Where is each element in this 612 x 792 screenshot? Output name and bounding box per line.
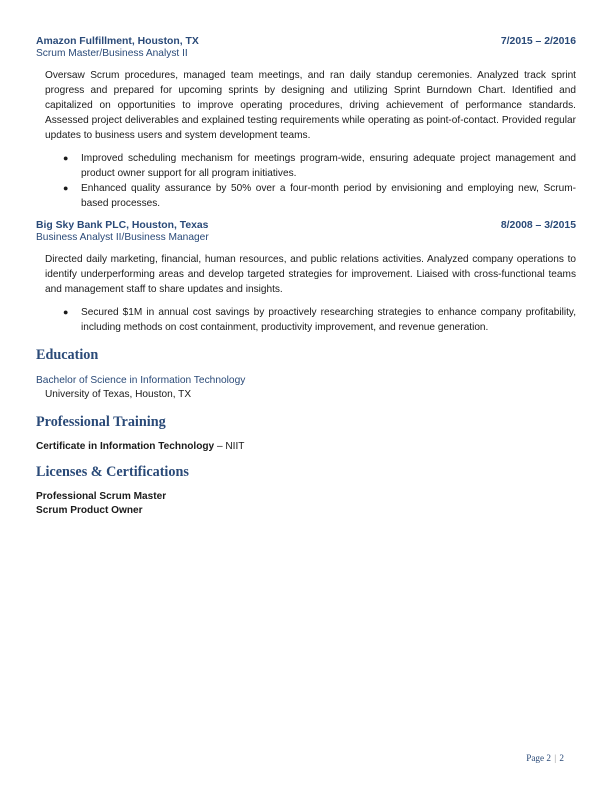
list-item	[63, 181, 576, 211]
bullet-icon: ●	[63, 183, 69, 193]
license-item	[36, 505, 576, 516]
resume-page	[36, 36, 576, 516]
job-role: Business Analyst II/Business Manager	[36, 232, 209, 243]
license-name: Professional Scrum Master	[36, 491, 167, 502]
page-footer	[526, 753, 564, 763]
job-bullets	[36, 305, 576, 335]
list-item	[63, 305, 576, 335]
company-name: Big Sky Bank PLC, Houston, Texas	[36, 220, 209, 231]
bullet-icon: ●	[63, 307, 69, 317]
job-header	[36, 36, 576, 47]
job-summary: Directed daily marketing, financial, human resources, and public relations activities. Analyzed company operations to identify underperforming areas and develop targeted strategies for improvement. Liaised with cross-functional teams and management staff to share updates and insights.	[45, 254, 576, 295]
job-dates: 8/2008 – 3/2015	[500, 220, 576, 231]
licenses-heading: Licenses & Certifications	[36, 464, 189, 480]
job-header	[36, 220, 576, 231]
job-dates: 7/2015 – 2/2016	[500, 36, 576, 47]
school-name: University of Texas, Houston, TX	[45, 389, 192, 400]
bullet-text: Secured $1M in annual cost savings by proactively researching strategies to enhance company profitability, including methods on cost containment, productivity improvement, and revenue generation.	[81, 307, 576, 333]
degree-name: Bachelor of Science in Information Technology	[36, 375, 246, 386]
job-entry	[36, 220, 576, 335]
company-name: Amazon Fulfillment, Houston, TX	[36, 36, 199, 47]
job-role: Scrum Master/Business Analyst II	[36, 48, 188, 59]
education-heading: Education	[36, 347, 99, 363]
page-separator: |	[554, 753, 557, 763]
training-entry	[36, 441, 576, 452]
job-bullets	[36, 151, 576, 211]
list-item	[63, 151, 576, 181]
bullet-text: Improved scheduling mechanism for meetings program-wide, ensuring adequate project management and product owner support for all program initiatives.	[81, 153, 576, 179]
bullet-icon: ●	[63, 153, 69, 163]
bullet-text: Enhanced quality assurance by 50% over a four-month period by envisioning and employing new, Scrum-based processes.	[81, 183, 576, 209]
certificate-name: Certificate in Information Technology	[36, 441, 215, 452]
job-entry	[36, 36, 576, 211]
job-summary: Oversaw Scrum procedures, managed team meetings, and ran daily standup ceremonies. Analyzed track sprint progress and prepared for upcoming sprints by designing and utilizing Sprint Burndown Chart. Identified and capitalized on opportunities to improve operating procedures, driving achievement of performance standards. Assessed project deliverables and explained testing requirements while operating as point-of-contact. Provided regular updates to business users and system development teams.	[45, 70, 576, 141]
license-name: Scrum Product Owner	[36, 505, 143, 516]
certificate-provider: – NIIT	[214, 441, 245, 452]
license-item	[36, 491, 576, 502]
page-number: Page 2	[526, 753, 551, 763]
page-total: 2	[559, 753, 564, 763]
training-heading: Professional Training	[36, 414, 166, 430]
